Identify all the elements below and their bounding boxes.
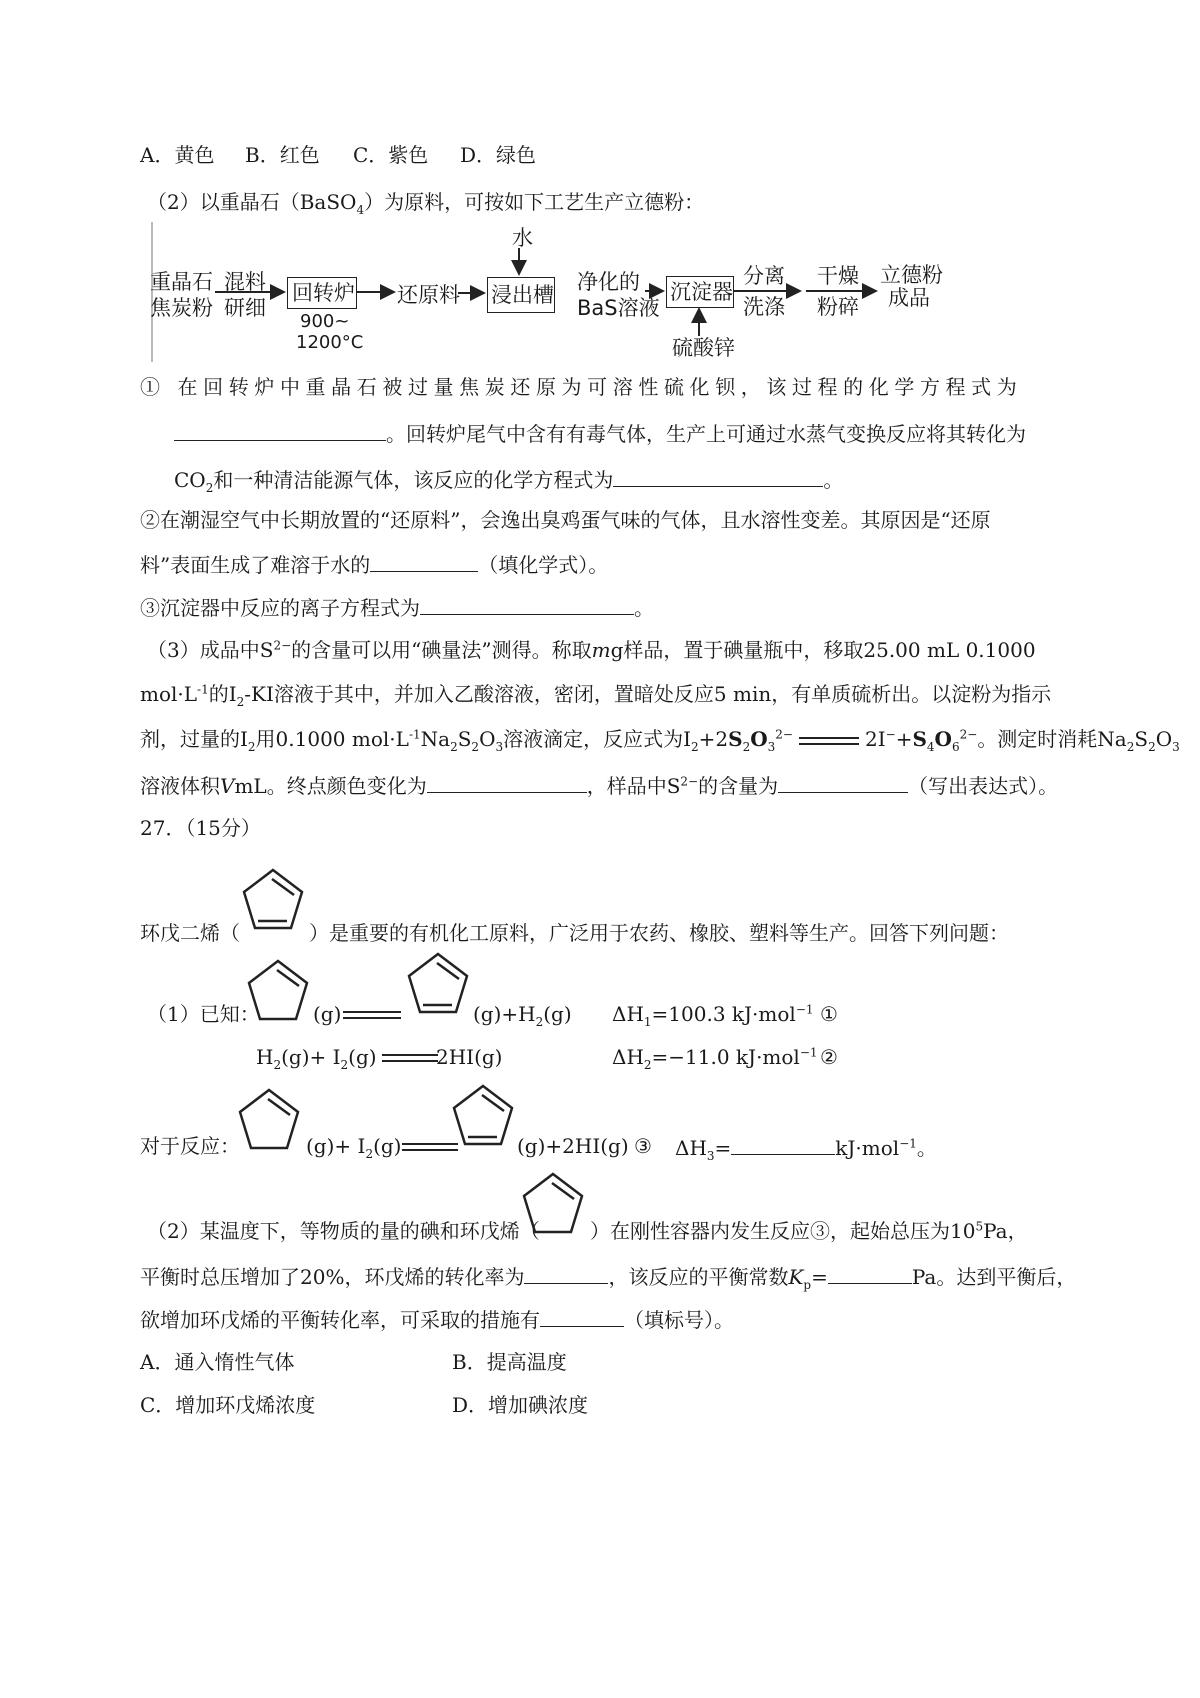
q2-1-line2: 。回转炉尾气中含有有毒气体，生产上可通过水蒸气变换反应将其转化为: [174, 420, 1026, 446]
q2-1-line3: $CO_2$和一种清洁能源气体，该反应的化学方程式为 。: [174, 468, 844, 495]
cyclopentene-structure-icon: [520, 1168, 586, 1244]
q27-1-label: （1）已知：: [147, 1002, 260, 1026]
answer-blank-9[interactable]: [828, 1263, 912, 1284]
equilibrium-sign-eq2: [382, 1054, 438, 1062]
cyclopentadiene-structure-icon: [405, 948, 471, 1024]
q27-intro-a: 环戊二烯（: [140, 921, 240, 945]
product-label-2: 成品: [888, 286, 930, 310]
eq1-enthalpy: $\Delta H_1=100.3$ kJ·mol$^{-1}$: [612, 1002, 814, 1029]
step1-label-a: 混料: [224, 270, 266, 294]
leach-tank-label: 浸出槽: [491, 283, 554, 307]
choice-a: A．黄色: [140, 143, 215, 167]
eq1-number: ①: [820, 1002, 838, 1026]
choice-d: D．绿色: [460, 143, 537, 167]
cyclopentadiene-structure-icon: [450, 1080, 516, 1156]
step3-label-b: 粉碎: [817, 295, 859, 319]
purified-label-2: BaS溶液: [577, 296, 660, 320]
reduced-material: 还原料: [397, 283, 460, 307]
eq3-enthalpy: $\Delta H_3= kJ\cdot mol^{-1}$。: [675, 1136, 937, 1163]
option-c: C．增加环戊烯浓度: [140, 1393, 316, 1417]
q27-2-line3: 欲增加环戊烯的平衡转化率，可采取的措施有 （填标号）。: [140, 1308, 734, 1332]
eq1-phase: (g): [313, 1002, 342, 1026]
temp-label-2: 1200°C: [296, 332, 364, 353]
water-label: 水: [512, 226, 533, 250]
precipitator-label: 沉淀器: [670, 280, 733, 304]
q3-line1: （3）成品中$S^{2-}$的含量可以用“碘量法”测得。称取mg样品，置于碘量瓶中，移取25.00 mL 0.1000: [147, 638, 1036, 662]
eq2-products: 2HI(g): [436, 1045, 503, 1069]
raw-material-2: 焦炭粉: [150, 296, 213, 320]
cyclopentene-structure-icon: [245, 955, 311, 1031]
step1-label-b: 研细: [224, 296, 266, 320]
equilibrium-sign-1: [799, 737, 859, 745]
q27-2-a: （2）某温度下，等物质的量的碘和环戊烯（: [147, 1219, 540, 1243]
answer-blank-6[interactable]: [778, 772, 908, 793]
choice-b: B．红色: [245, 143, 320, 167]
eq3-label: 对于反应：: [140, 1134, 240, 1158]
purified-label-1: 净化的: [577, 270, 640, 294]
q2-3: ③沉淀器中反应的离子方程式为 。: [140, 596, 654, 620]
zinc-sulfate-label: 硫酸锌: [672, 336, 735, 360]
cyclopentadiene-structure-icon: [240, 864, 306, 940]
raw-material-1: 重晶石: [150, 270, 213, 294]
answer-blank-7[interactable]: [731, 1134, 835, 1155]
temp-label-1: 900~: [300, 311, 350, 332]
furnace-label: 回转炉: [292, 281, 355, 305]
option-d: D．增加碘浓度: [452, 1393, 589, 1417]
cyclopentene-structure-icon: [236, 1084, 302, 1160]
eq2-number: ②: [820, 1045, 838, 1069]
eq1-products: $(g)+H_2(g)$: [473, 1002, 572, 1029]
step2-label-b: 洗涤: [743, 295, 785, 319]
answer-blank-2[interactable]: [613, 466, 823, 487]
answer-blank-3[interactable]: [370, 551, 478, 572]
q27-2-b: ）在刚性容器内发生反应③，起始总压为$10^5Pa$，: [590, 1219, 1028, 1243]
option-b: B．提高温度: [452, 1350, 567, 1374]
step2-label-a: 分离: [743, 264, 785, 288]
flow-arrows: [0, 0, 1200, 400]
answer-blank-8[interactable]: [524, 1263, 608, 1284]
eq3-number: ③: [634, 1134, 652, 1158]
equilibrium-sign-eq1: [343, 1011, 401, 1019]
q3-line3: 剂，过量的$I_2$用0.1000 $mol\cdot L^{-1}Na_2S_2O_3$溶液滴定，反应式为$I_2+2S_2O_3^{2-}$ $2I^-+S_4O_6^{2-}$。测定时消耗$Na_2S_2O_3$: [140, 727, 1180, 754]
q2-2-line1: ②在潮湿空气中长期放置的“还原料”，会逸出臭鸡蛋气味的气体，且水溶性变差。其原因是“还原: [140, 508, 991, 532]
q2-intro: （2）以重晶石（BaSO$_4$）为原料，可按如下工艺生产立德粉：: [147, 190, 705, 217]
q2-1-line1: ① 在回转炉中重晶石被过量焦炭还原为可溶性硫化钡，该过程的化学方程式为: [140, 375, 1023, 399]
choice-c: C．紫色: [353, 143, 429, 167]
q3-line2: $mol\cdot L^{-1}$的$I_2-KI$溶液于其中，并加入乙酸溶液，密闭，置暗处反应5 min，有单质硫析出。以淀粉为指示: [140, 682, 1052, 709]
eq3-reactants: $(g)+ I_2(g)$: [306, 1134, 402, 1161]
answer-blank-10[interactable]: [540, 1306, 624, 1327]
eq2-reactants: $H_2(g)+ I_2(g)$: [256, 1045, 377, 1072]
answer-blank-1[interactable]: [174, 420, 386, 441]
q27-heading: 27．（15分）: [140, 816, 261, 840]
q27-2-line2: 平衡时总压增加了20%，环戊烯的转化率为 ，该反应的平衡常数$K_p= Pa$。达到平衡后，: [140, 1265, 1077, 1292]
q3-line4: 溶液体积VmL。终点颜色变化为 ，样品中$S^{2-}$的含量为 （写出表达式）。: [140, 774, 1059, 798]
product-label-1: 立德粉: [880, 263, 943, 287]
answer-blank-5[interactable]: [427, 772, 587, 793]
eq2-enthalpy: $\Delta H_2=-11.0$ kJ·mol$^{-1}$: [612, 1045, 818, 1072]
q2-2-line2: 料”表面生成了难溶于水的 （填化学式）。: [140, 553, 609, 577]
step3-label-a: 干燥: [817, 264, 859, 288]
eq3-products: (g)+2HI(g): [517, 1134, 629, 1158]
answer-blank-4[interactable]: [420, 594, 634, 615]
q27-intro-b: ）是重要的有机化工原料，广泛用于农药、橡胶、塑料等生产。回答下列问题：: [309, 921, 1009, 945]
option-a: A．通入惰性气体: [140, 1350, 295, 1374]
